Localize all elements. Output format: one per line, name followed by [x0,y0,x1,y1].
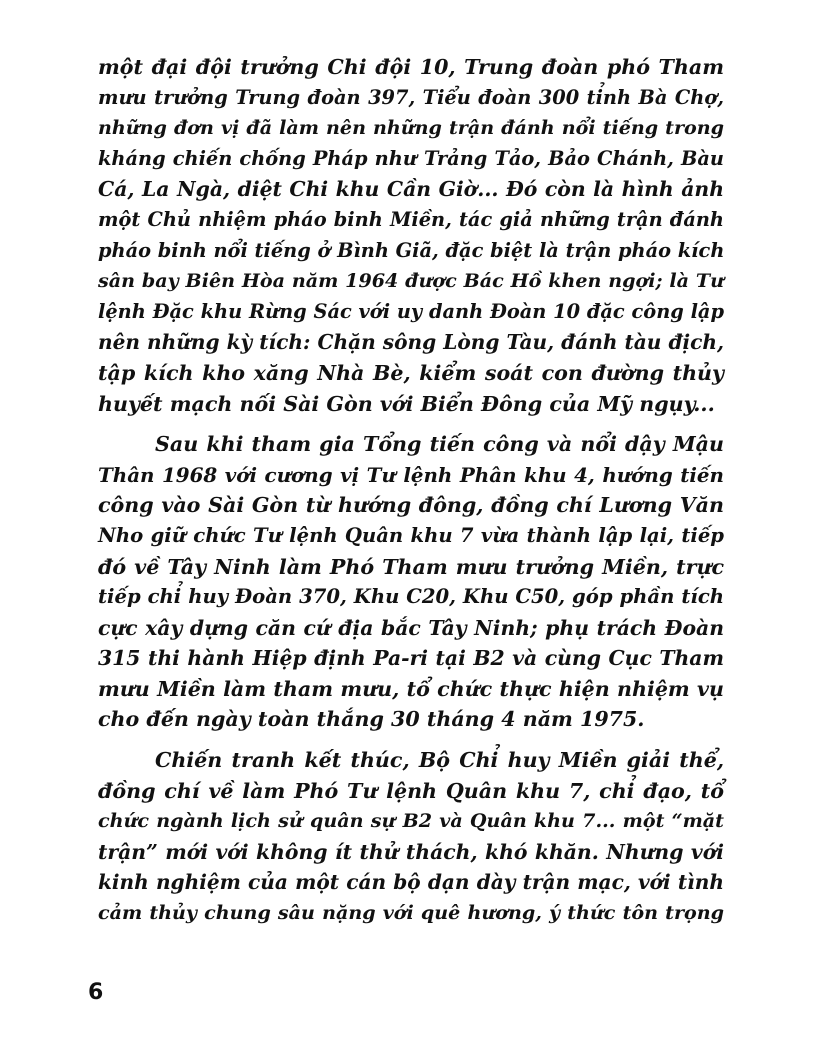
text-line: kinh nghiệm của một cán bộ dạn dày trận mạc, với tình [98,870,724,895]
text-line: cực xây dựng căn cứ địa bắc Tây Ninh; phụ trách Đoàn [98,615,724,640]
text-line: cho đến ngày toàn thắng 30 tháng 4 năm 1975. [98,707,645,732]
text-line: đồng chí về làm Phó Tư lệnh Quân khu 7, chỉ đạo, tổ [98,778,724,803]
text-line: cảm thủy chung sâu nặng với quê hương, ý thức tôn trọng [98,901,724,925]
text-line: chức ngành lịch sử quân sự B2 và Quân khu 7... một “mặt [98,809,724,833]
text-line: những đơn vị đã làm nên những trận đánh nổi tiếng trong [98,116,724,140]
text-line: mưu Miền làm tham mưu, tổ chức thực hiện nhiệm vụ [98,676,724,701]
text-line: tập kích kho xăng Nhà Bè, kiểm soát con đường thủy [98,360,724,385]
text-line: Sau khi tham gia Tổng tiến công và nổi dậy Mậu [155,432,724,457]
text-line: trận” mới với không ít thử thách, khó khăn. Nhưng với [98,839,724,864]
page-number: 6 [88,980,104,1005]
text-line: tiếp chỉ huy Đoàn 370, Khu C20, Khu C50, góp phần tích [98,585,724,609]
text-line: pháo binh nổi tiếng ở Bình Giã, đặc biệt là trận pháo kích [98,238,725,262]
paragraph-3 [98,745,724,929]
text-line: lệnh Đặc khu Rừng Sác với uy danh Đoàn 10 đặc công lập [98,299,724,323]
paragraph-2 [98,429,724,735]
text-line: công vào Sài Gòn từ hướng đông, đồng chí Lương Văn [98,493,724,518]
text-line: một đại đội trưởng Chi đội 10, Trung đoàn phó Tham [98,55,724,79]
text-line: Thân 1968 với cương vị Tư lệnh Phân khu 4, hướng tiến [98,462,724,487]
text-line: đó về Tây Ninh làm Phó Tham mưu trưởng Miền, trực [98,554,724,579]
text-line: kháng chiến chống Pháp như Trảng Tảo, Bảo Chánh, Bàu [98,146,724,170]
text-line: 315 thi hành Hiệp định Pa-ri tại B2 và cùng Cục Tham [98,646,724,671]
text-line: Chiến tranh kết thúc, Bộ Chỉ huy Miền giải thể, [155,748,724,773]
text-line: nên những kỳ tích: Chặn sông Lòng Tàu, đánh tàu địch, [98,330,724,355]
text-line: Nho giữ chức Tư lệnh Quân khu 7 vừa thành lập lại, tiếp [98,523,724,547]
page-body [98,52,724,939]
text-line: huyết mạch nối Sài Gòn với Biển Đông của Mỹ ngụy... [98,391,715,416]
text-line: một Chủ nhiệm pháo binh Miền, tác giả những trận đánh [98,207,724,231]
text-line: Cá, La Ngà, diệt Chi khu Cần Giờ... Đó còn là hình ảnh [98,177,724,202]
text-line: sân bay Biên Hòa năm 1964 được Bác Hồ khen ngợi; là Tư [98,269,724,293]
paragraph-1 [98,52,724,419]
text-line: mưu trưởng Trung đoàn 397, Tiểu đoàn 300 tỉnh Bà Chợ, [98,85,724,109]
